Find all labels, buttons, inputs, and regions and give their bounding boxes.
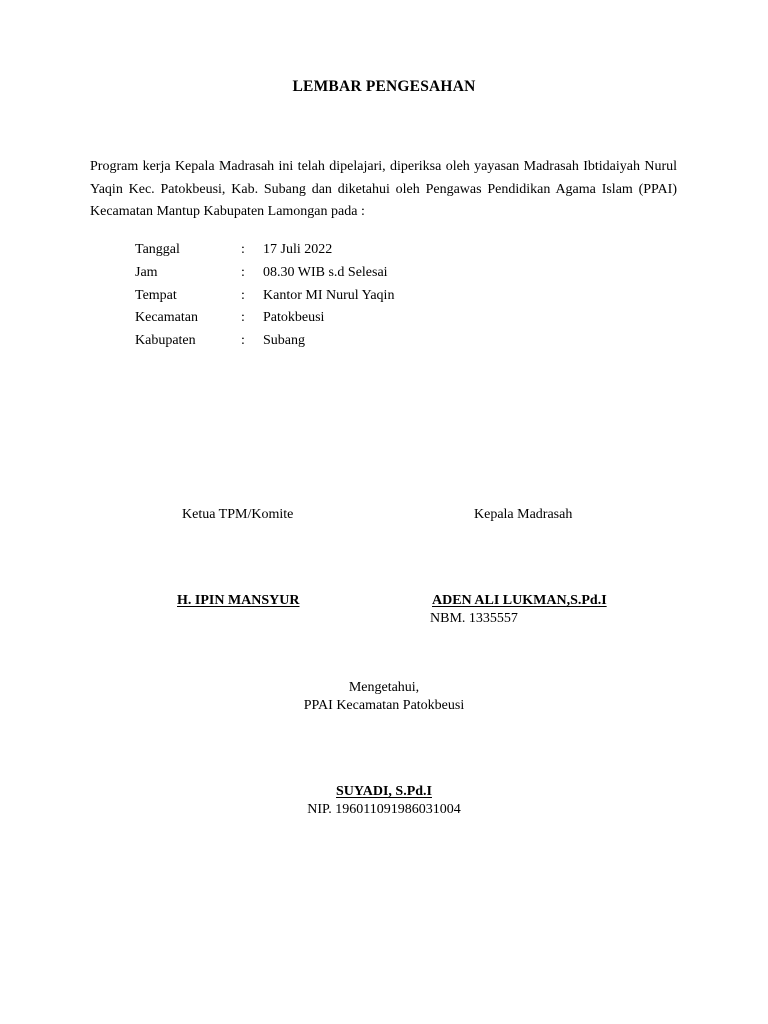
detail-value: Kantor MI Nurul Yaqin <box>263 287 395 303</box>
intro-paragraph: Program kerja Kepala Madrasah ini telah dipelajari, diperiksa oleh yayasan Madrasah Ibtidaiyah Nurul Yaqin Kec. Patokbeusi, Kab. Subang dan diketahui oleh Pengawas Pendidikan Agama Islam (PPAI) Kecamatan Mantup Kabupaten Lamongan pada : <box>90 159 677 219</box>
detail-separator: : <box>241 333 245 349</box>
acknowledgement-id: NIP. 196011091986031004 <box>307 802 461 817</box>
acknowledgement-line-1: Mengetahui, <box>348 680 420 695</box>
detail-row-kecamatan <box>135 307 394 330</box>
right-signatory-id: NBM. 1335557 <box>430 611 518 626</box>
detail-row-kabupaten <box>135 330 394 353</box>
detail-label: Kabupaten <box>135 333 196 349</box>
detail-separator: : <box>241 310 245 326</box>
detail-row-tempat <box>135 285 394 308</box>
detail-label: Tempat <box>135 287 177 303</box>
detail-separator: : <box>241 287 245 303</box>
acknowledgement-line-2: PPAI Kecamatan Patokbeusi <box>303 698 465 713</box>
right-signatory-name: ADEN ALI LUKMAN,S.Pd.I <box>432 593 607 608</box>
detail-value: Subang <box>263 333 305 349</box>
details-list <box>135 239 394 353</box>
acknowledgement-name: SUYADI, S.Pd.I <box>336 784 432 799</box>
left-signatory-title: Ketua TPM/Komite <box>182 507 294 522</box>
detail-value: 17 Juli 2022 <box>263 242 333 257</box>
detail-row-jam <box>135 262 394 285</box>
detail-value: Patokbeusi <box>263 310 325 326</box>
detail-label: Kecamatan <box>135 310 198 326</box>
detail-label: Tanggal <box>135 242 180 257</box>
detail-separator: : <box>241 264 245 280</box>
page-title: LEMBAR PENGESAHAN <box>292 78 476 95</box>
detail-label: Jam <box>135 264 158 280</box>
right-signatory-title: Kepala Madrasah <box>474 507 573 522</box>
detail-row-tanggal <box>135 239 394 262</box>
left-signatory-name: H. IPIN MANSYUR <box>177 593 300 608</box>
detail-separator: : <box>241 242 245 257</box>
detail-value: 08.30 WIB s.d Selesai <box>263 264 388 280</box>
